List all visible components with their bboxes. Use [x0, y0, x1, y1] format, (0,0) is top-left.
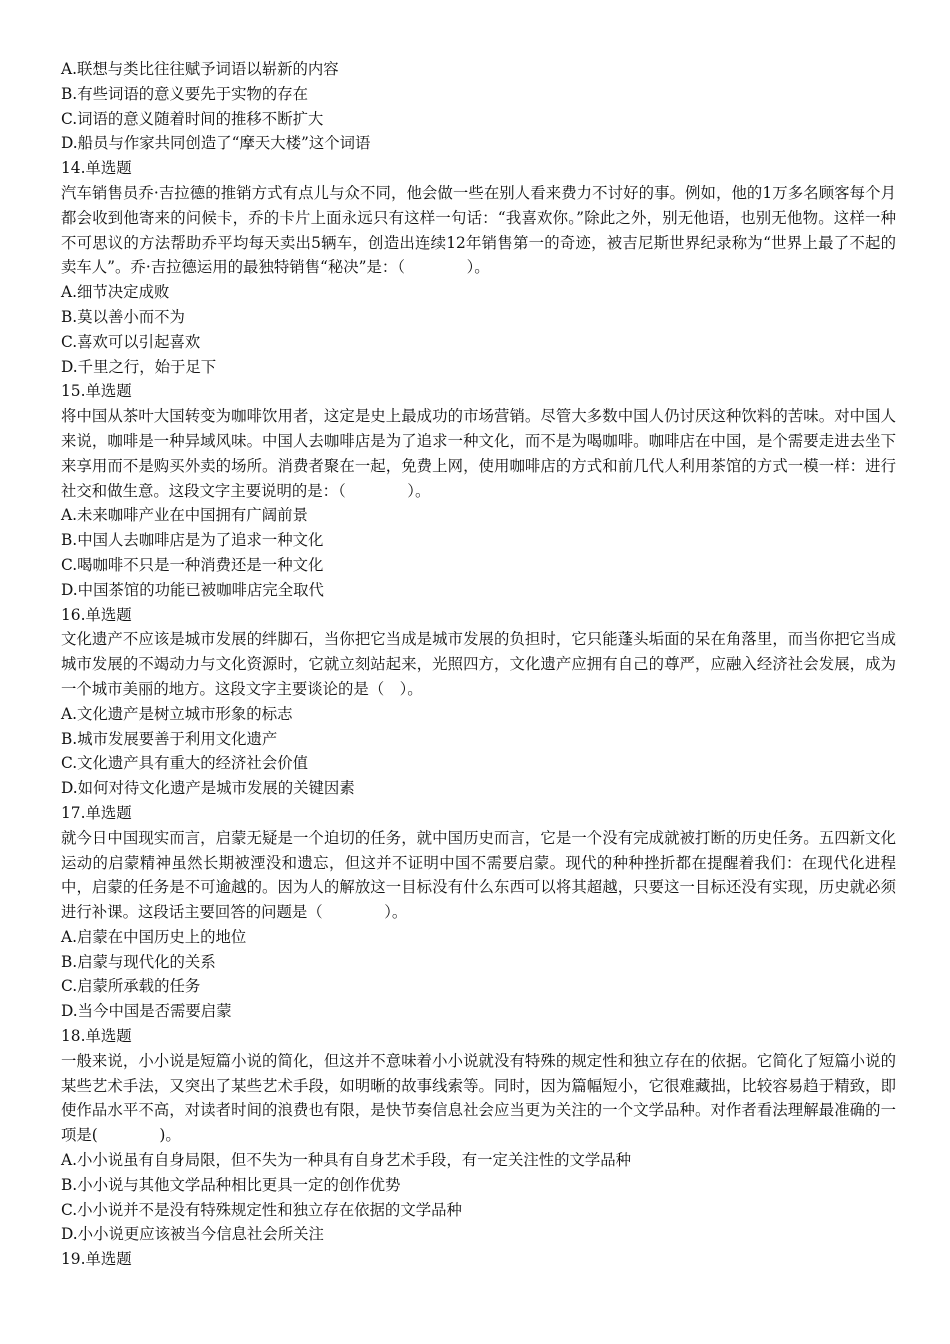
question-13-options: [61, 57, 896, 156]
question-header: 16.单选题: [61, 605, 132, 624]
option-d: D.中国茶馆的功能已被咖啡店完全取代: [61, 580, 324, 599]
question-stem: 文化遗产不应该是城市发展的绊脚石，当你把它当成是城市发展的负担时，它只能蓬头垢面的呆在角落里，而当你把它当成城市发展的不竭动力与文化资源时，它就立刻站起来，光照四方，文化遗产应拥有自己的尊严，应融入经济社会发展，成为一个城市美丽的地方。这段文字主要谈论的是（ ）。: [61, 630, 896, 698]
option-d: D.千里之行，始于足下: [61, 357, 217, 376]
question-17: [61, 801, 896, 1024]
option-a: A.小小说虽有自身局限，但不失为一种具有自身艺术手段，有一定关注性的文学品种: [61, 1151, 632, 1170]
option-a: A.启蒙在中国历史上的地位: [61, 927, 247, 946]
question-header: 19.单选题: [61, 1250, 132, 1269]
question-19: [61, 1247, 896, 1272]
question-header: 17.单选题: [61, 803, 132, 822]
option-d: D.小小说更应该被当今信息社会所关注: [61, 1225, 324, 1244]
option-c: C.喜欢可以引起喜欢: [61, 332, 201, 351]
option-c: C.启蒙所承载的任务: [61, 977, 201, 996]
option-c: C.词语的意义随着时间的推移不断扩大: [61, 109, 324, 128]
option-b: B.启蒙与现代化的关系: [61, 952, 216, 971]
option-d: D.当今中国是否需要启蒙: [61, 1002, 232, 1021]
question-stem: 汽车销售员乔·吉拉德的推销方式有点儿与众不同，他会做一些在别人看来费力不讨好的事。例如，他的1万多名顾客每个月都会收到他寄来的问候卡，乔的卡片上面永远只有这样一句话：“我喜欢你。”除此之外，别无他语，也别无他物。这样一种不可思议的方法帮助乔平均每天卖出5辆车，创造出连续12年销售第一的奇迹，被吉尼斯世界纪录称为“世界上最了不起的卖车人”。乔·吉拉德运用的最独特销售“秘决”是：（ ）。: [61, 183, 896, 277]
option-b: B.中国人去咖啡店是为了追求一种文化: [61, 531, 324, 550]
option-b: B.莫以善小而不为: [61, 307, 185, 326]
option-c: C.小小说并不是没有特殊规定性和独立存在依据的文学品种: [61, 1200, 462, 1219]
question-stem: 就今日中国现实而言，启蒙无疑是一个迫切的任务，就中国历史而言，它是一个没有完成就被打断的历史任务。五四新文化运动的启蒙精神虽然长期被湮没和遗忘，但这并不证明中国不需要启蒙。现代的种种挫折都在提醒着我们：在现代化进程中，启蒙的任务是不可逾越的。因为人的解放这一目标没有什么东西可以将其超越，只要这一目标还没有实现，历史就必须进行补课。这段话主要回答的问题是（ ）。: [61, 828, 896, 922]
question-14: [61, 156, 896, 379]
question-stem: 一般来说，小小说是短篇小说的简化，但这并不意味着小小说就没有特殊的规定性和独立存在的依据。它简化了短篇小说的某些艺术手法，又突出了某些艺术手段，如明晰的故事线索等。同时，因为篇幅短小，它很难藏拙，比较容易趋于精致，即使作品水平不高，对读者时间的浪费也有限，是快节奏信息社会应当更为关注的一个文学品种。对作者看法理解最准确的一项是( )。: [61, 1051, 896, 1145]
option-c: C.喝咖啡不只是一种消费还是一种文化: [61, 555, 324, 574]
question-header: 14.单选题: [61, 159, 132, 178]
question-header: 18.单选题: [61, 1027, 132, 1046]
question-18: [61, 1024, 896, 1247]
document-page: [61, 57, 896, 1272]
option-a: A.未来咖啡产业在中国拥有广阔前景: [61, 506, 308, 525]
option-a: A.联想与类比往往赋予词语以崭新的内容: [61, 60, 339, 78]
option-a: A.细节决定成败: [61, 283, 170, 302]
option-a: A.文化遗产是树立城市形象的标志: [61, 704, 293, 723]
question-16: [61, 603, 896, 801]
option-b: B.城市发展要善于利用文化遗产: [61, 729, 278, 748]
question-stem: 将中国从茶叶大国转变为咖啡饮用者，这定是史上最成功的市场营销。尽管大多数中国人仍讨厌这种饮料的苦味。对中国人来说，咖啡是一种异域风味。中国人去咖啡店是为了追求一种文化，而不是为喝咖啡。咖啡店在中国，是个需要走进去坐下来享用而不是购买外卖的场所。消费者聚在一起，免费上网，使用咖啡店的方式和前几代人利用茶馆的方式一模一样：进行社交和做生意。这段文字主要说明的是：（ ）。: [61, 407, 896, 500]
question-header: 15.单选题: [61, 382, 132, 401]
option-d: D.如何对待文化遗产是城市发展的关键因素: [61, 779, 355, 798]
option-b: B.有些词语的意义要先于实物的存在: [61, 84, 309, 103]
option-d: D.船员与作家共同创造了“摩天大楼”这个词语: [61, 134, 371, 153]
option-c: C.文化遗产具有重大的经济社会价值: [61, 754, 308, 773]
option-b: B.小小说与其他文学品种相比更具一定的创作优势: [61, 1175, 401, 1194]
question-15: [61, 379, 896, 602]
